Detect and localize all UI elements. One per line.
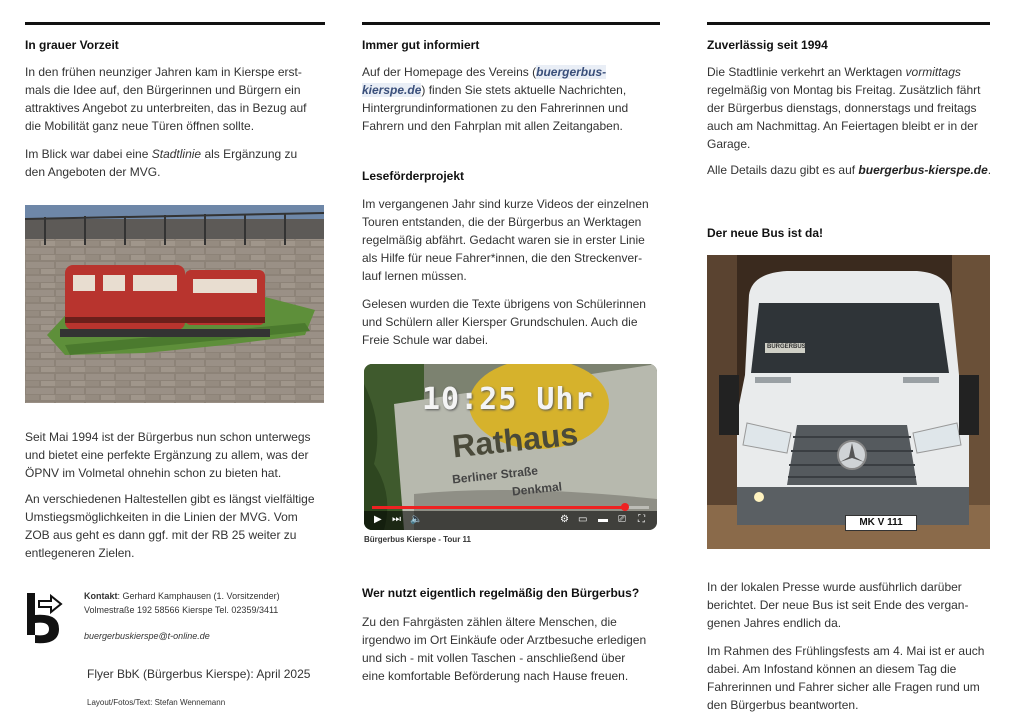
logo-b-arrow-icon (25, 591, 65, 647)
text-line: und sich - mit vollen Taschen - anschließend über (362, 651, 626, 665)
train-mural-photo (25, 205, 324, 403)
text-line: mals die Idee auf, den Bürgerinnen und Bürgern ein (25, 83, 301, 97)
credits: Layout/Fotos/Text: Stefan Wennemann (87, 698, 226, 707)
text-line: Im Rahmen des Frühlingsfests am 4. Mai ist er auch (707, 644, 985, 658)
col2-heading-3: Wer nutzt eigentlich regelmäßig den Bürgerbus? (362, 586, 640, 600)
new-bus-photo (707, 255, 990, 549)
text-line: ZOB aus geht es dann ggf. mit der RB 25 weiter zu (25, 528, 297, 542)
bus-illustration (707, 255, 990, 549)
col3-heading-2: Der neue Bus ist da! (707, 226, 824, 240)
col2-paragraph-4 (362, 613, 662, 685)
text-line: Seit Mai 1994 ist der Bürgerbus nun schon unterwegs (25, 430, 311, 444)
video-progress-fill (372, 506, 627, 509)
text-line: Freie Schule war dabei. (362, 333, 489, 347)
col1-paragraph-4 (25, 490, 325, 562)
video-sign-sub1: Berliner Straße (451, 463, 539, 487)
text-line: auch am Nachmittag. An Feiertagen bleibt er in der (707, 119, 978, 133)
col2-paragraph-3 (362, 295, 662, 349)
video-controls (364, 511, 657, 530)
text-line: und bietet eine perfekte Ergänzung zu allem, was der (25, 448, 309, 462)
text-span: Auf der Homepage des Vereins ( (362, 65, 537, 79)
text-line: Hintergrundinformationen zu den Fahrerinnen und (362, 101, 629, 115)
text-line: Zu den Fahrgästen zählen ältere Menschen, die (362, 615, 617, 629)
text-line: die Mobilität ganz neue Türen öffnen sollte. (25, 119, 255, 133)
col1-top-rule (25, 22, 325, 25)
text-line: Touren entstanden, die der Bürgerbus an Werktagen (362, 215, 642, 229)
col3-paragraph-2 (707, 161, 997, 179)
miniplayer-icon[interactable]: ▭ (578, 514, 588, 525)
contact-label: Kontakt (84, 591, 118, 601)
contact-line-2: Volmestraße 192 58566 Kierspe Tel. 02359/3411 (84, 605, 279, 615)
text-line: Garage. (707, 137, 751, 151)
text-line: attraktives Angebot zu unterbreiten, das in Bezug auf (25, 101, 307, 115)
next-icon[interactable]: ⏭ (392, 514, 401, 525)
video-player[interactable] (364, 364, 657, 530)
text-line: eine komfortable Beförderung nach Hause freuen. (362, 669, 629, 683)
train-mural-illustration (25, 205, 324, 403)
col1-heading: In grauer Vorzeit (25, 38, 119, 52)
text-line: Fahrern und den Fahrplan mit allen Zeitangaben. (362, 119, 623, 133)
text-line: berichtet. Der neue Bus ist seit Ende des vergan- (707, 598, 969, 612)
col2-paragraph-1 (362, 63, 662, 135)
text-line: regelmäßig von Montag bis Freitag. Zusätzlich fährt (707, 83, 981, 97)
text-line: ÖPNV im Volmetal ohnehin schon zu bieten hat. (25, 466, 282, 480)
text-line: entlegeneren Zielen. (25, 546, 135, 560)
text-line: Fahrerinnen und Fahrer sicher alle Fragen rund um (707, 680, 980, 694)
video-progress-track[interactable] (372, 506, 649, 509)
video-sign-sub2: Denkmal (511, 479, 563, 499)
text-line: den Bürgerbus beantworten. (707, 698, 859, 712)
text-em: vormittags (905, 65, 961, 79)
text-line: dabei. Am Infostand können an diesem Tag die (707, 662, 957, 676)
text-line: als Hilfe für neue Fahrer*innen, die den Streckenver- (362, 251, 643, 265)
col3-paragraph-3 (707, 578, 997, 632)
text-span: Im Blick war dabei eine (25, 147, 152, 161)
bus-sign-text: BÜRGERBUS (767, 344, 806, 350)
text-span: Alle Details dazu gibt es auf (707, 163, 859, 177)
col2-paragraph-2 (362, 195, 662, 285)
text-line: Im vergangenen Jahr sind kurze Videos der einzelnen (362, 197, 649, 211)
col3-paragraph-4 (707, 642, 997, 714)
col1-paragraph-1 (25, 63, 325, 135)
text-line: Gelesen wurden die Texte übrigens von Schülerinnen (362, 297, 646, 311)
video-time-overlay: 10:25 Uhr (422, 382, 594, 417)
col3-top-rule (707, 22, 990, 25)
text-span: als Ergänzung zu (201, 147, 298, 161)
homepage-link[interactable]: kierspe.de (362, 83, 422, 97)
text-span: . (987, 163, 992, 177)
settings-icon[interactable]: ⚙ (560, 514, 569, 525)
cast-icon[interactable]: ⎚ (618, 514, 626, 525)
text-em: Stadtlinie (151, 147, 202, 161)
buergerbus-logo (25, 591, 65, 647)
text-line: der Bürgerbus dienstags, donnerstags und freitags (707, 101, 977, 115)
video-sign-text: Rathaus (450, 415, 580, 465)
license-plate: MK V 111 (845, 515, 917, 531)
col3-heading-1: Zuverlässig seit 1994 (707, 38, 828, 52)
text-line: irgendwo im Ort Einkäufe oder Arztbesuche erledigen (362, 633, 647, 647)
flyer-title: Flyer BbK (Bürgerbus Kierspe): April 2025 (87, 667, 311, 681)
text-line: genen Jahres endlich da. (707, 616, 842, 630)
text-line: und Schülern aller Kiersper Grundschulen. Auch die (362, 315, 638, 329)
text-line: Umstiegsmöglichkeiten in die Linien der MVG. Vom (25, 510, 298, 524)
text-line: regelmäßig abfährt. Gedacht waren sie in erster Linie (362, 233, 645, 247)
col2-heading-2: Leseförderprojekt (362, 169, 465, 183)
text-span: Die Stadtlinie verkehrt an Werktagen (707, 65, 906, 79)
fullscreen-icon[interactable]: ⛶ (638, 514, 645, 525)
homepage-link[interactable]: buergerbus- (536, 65, 607, 79)
col2-top-rule (362, 22, 660, 25)
text-line: lauf lernen müssen. (362, 269, 467, 283)
volume-icon[interactable]: 🔈 (410, 514, 423, 525)
text-line: An verschiedenen Haltestellen gibt es längst vielfältige (25, 492, 315, 506)
contact-email[interactable]: buergerbuskierspe@t-online.de (84, 631, 210, 641)
col1-paragraph-2 (25, 145, 325, 181)
col3-paragraph-1 (707, 63, 997, 153)
contact-name: : Gerhard Kamphausen (1. Vorsitzender) (117, 591, 280, 601)
text-span: ) finden Sie stets aktuelle Nachrichten, (421, 83, 627, 97)
text-line: In der lokalen Presse wurde ausführlich darüber (707, 580, 962, 594)
col2-heading-1: Immer gut informiert (362, 38, 480, 52)
theater-icon[interactable]: ▬ (598, 514, 608, 525)
video-caption: Bürgerbus Kierspe - Tour 11 (364, 535, 471, 544)
text-line: In den frühen neunziger Jahren kam in Kierspe erst- (25, 65, 302, 79)
website-link[interactable]: buergerbus-kierspe.de (858, 163, 988, 177)
text-line: den Angeboten der MVG. (25, 165, 161, 179)
col1-paragraph-3 (25, 428, 325, 482)
play-icon[interactable]: ▶ (374, 514, 382, 525)
contact-line-1 (84, 591, 280, 601)
